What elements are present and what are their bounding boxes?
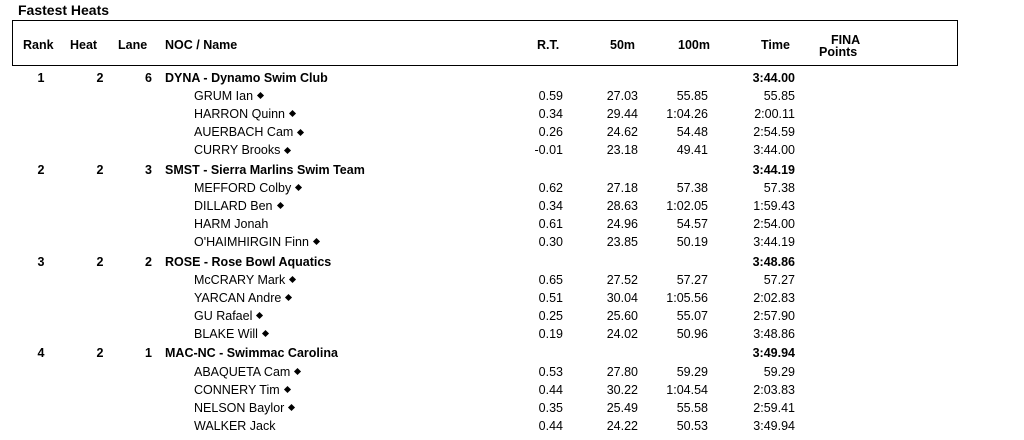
swimmer-name: DILLARD Ben: [194, 199, 273, 213]
swimmer-rt: 0.62: [538, 180, 563, 195]
swimmer-rt: 0.25: [538, 308, 563, 323]
swimmer-name: MEFFORD Colby: [194, 180, 292, 195]
swimmer-row: [0, 141, 1024, 159]
swimmer-row: [0, 87, 1024, 105]
swimmer-rt: 0.44: [538, 418, 563, 433]
swimmer-row: [0, 289, 1024, 307]
swimmer-name-cell: [194, 197, 283, 215]
swimmer-split-100m: 54.57: [676, 217, 708, 232]
swimmer-split-100m: 49.41: [676, 143, 708, 158]
swimmer-row: [0, 105, 1024, 123]
swimmer-split-50m: 24.62: [606, 125, 638, 140]
swimmer-time: 2:03.83: [753, 382, 795, 397]
header-rank: Rank: [23, 38, 54, 52]
team-time: 3:44.00: [752, 71, 795, 85]
swimmer-name: CONNERY Tim: [194, 382, 280, 397]
header-points: Points: [819, 45, 858, 59]
swimmer-split-50m: 24.22: [606, 418, 638, 433]
swimmer-row: [0, 417, 1024, 435]
swimmer-name-cell: [194, 215, 268, 233]
swimmer-rt: -0.01: [534, 143, 563, 158]
swimmer-split-50m: 23.18: [606, 143, 638, 158]
diamond-marker-icon: [294, 368, 301, 375]
swimmer-time: 2:00.11: [754, 107, 795, 122]
team-noc-name: MAC-NC - Swimmac Carolina: [165, 346, 338, 361]
team-row: [0, 69, 1024, 87]
swimmer-rt: 0.34: [538, 107, 563, 122]
swimmer-split-50m: 27.52: [606, 272, 638, 287]
swimmer-name-cell: [194, 307, 262, 325]
swimmer-name-cell: [194, 289, 291, 307]
swimmer-rt: 0.65: [538, 272, 563, 287]
header-noc-name: NOC / Name: [165, 38, 238, 52]
column-header-box: [12, 20, 958, 66]
swimmer-split-100m: 1:04.26: [666, 107, 708, 122]
swimmer-row: [0, 197, 1024, 215]
swimmer-name: GRUM Ian: [194, 89, 254, 104]
swimmer-row: [0, 307, 1024, 325]
swimmer-name-cell: [194, 417, 276, 435]
swimmer-split-100m: 1:04.54: [666, 382, 708, 397]
diamond-marker-icon: [276, 202, 283, 209]
header-100m: 100m: [678, 38, 710, 52]
swimmer-rt: 0.44: [538, 382, 563, 397]
swimmer-split-50m: 25.49: [606, 400, 638, 415]
swimmer-rt: 0.30: [538, 235, 563, 250]
header-heat: Heat: [70, 38, 98, 52]
team-time: 3:44.19: [752, 162, 795, 177]
diamond-marker-icon: [313, 238, 320, 245]
swimmer-split-50m: 30.22: [606, 382, 638, 397]
swimmer-split-100m: 50.96: [676, 327, 708, 341]
swimmer-name-cell: [194, 87, 263, 105]
swimmer-name-cell: [194, 233, 319, 251]
swimmer-name-cell: [194, 325, 268, 343]
swimmer-time: 2:59.41: [753, 400, 795, 415]
swimmer-rt: 0.59: [538, 89, 563, 104]
team-rank: 3: [37, 254, 45, 269]
diamond-marker-icon: [284, 147, 291, 154]
header-rt: R.T.: [537, 38, 560, 52]
header-lane: Lane: [118, 38, 148, 52]
swimmer-row: [0, 123, 1024, 141]
team-lane: 2: [145, 254, 152, 269]
swimmer-name: NELSON Baylor: [194, 400, 285, 415]
swimmer-name-cell: [194, 141, 290, 159]
swimmer-rt: 0.19: [538, 327, 563, 341]
swimmer-rt: 0.51: [538, 290, 563, 305]
swimmer-split-100m: 54.48: [676, 125, 708, 140]
swimmer-rt: 0.34: [538, 199, 563, 213]
swimmer-split-100m: 50.19: [676, 235, 708, 250]
swimmer-name: HARM Jonah: [194, 217, 269, 232]
swimmer-name: CURRY Brooks: [194, 143, 281, 158]
swimmer-name: YARCAN Andre: [194, 290, 282, 305]
swimmer-name-cell: [194, 271, 295, 289]
team-lane: 3: [145, 162, 152, 177]
team-heat: 2: [96, 346, 104, 361]
team-heat: 2: [96, 162, 104, 177]
swimmer-name-cell: [194, 105, 295, 123]
swimmer-name: WALKER Jack: [194, 418, 276, 433]
swimmer-name: HARRON Quinn: [194, 107, 285, 122]
team-rank: 2: [37, 162, 45, 177]
team-heat: 2: [96, 71, 104, 85]
swimmer-split-50m: 27.80: [606, 364, 638, 379]
team-lane: 6: [145, 71, 152, 85]
swimmer-name-cell: [194, 381, 290, 399]
swimmer-row: [0, 399, 1024, 417]
swimmer-row: [0, 179, 1024, 197]
swimmer-row: [0, 325, 1024, 343]
swimmer-time: 3:48.86: [753, 327, 795, 341]
swimmer-row: [0, 381, 1024, 399]
swimmer-name: AUERBACH Cam: [194, 125, 294, 140]
swimmer-time: 2:54.59: [753, 125, 795, 140]
swimmer-time: 3:44.00: [753, 143, 795, 158]
team-lane: 1: [145, 346, 152, 361]
swimmer-split-50m: 27.03: [606, 89, 638, 104]
swimmer-row: [0, 215, 1024, 233]
swimmer-name-cell: [194, 179, 301, 197]
swimmer-rt: 0.26: [538, 125, 563, 140]
swimmer-time: 1:59.43: [753, 199, 795, 213]
diamond-marker-icon: [289, 276, 296, 283]
swimmer-split-50m: 25.60: [606, 308, 638, 323]
swimmer-time: 3:49.94: [753, 418, 795, 433]
swimmer-split-100m: 50.53: [676, 418, 708, 433]
swimmer-name-cell: [194, 123, 303, 141]
diamond-marker-icon: [289, 110, 296, 117]
swimmer-rt: 0.61: [538, 217, 563, 232]
swimmer-split-50m: 23.85: [606, 235, 638, 250]
swimmer-time: 3:44.19: [753, 235, 795, 250]
swimmer-time: 59.29: [763, 364, 795, 379]
swimmer-name: BLAKE Will: [194, 327, 258, 341]
swimmer-name-cell: [194, 363, 300, 381]
swimmer-time: 2:54.00: [753, 217, 795, 232]
swimmer-split-100m: 1:02.05: [666, 199, 708, 213]
swimmer-split-50m: 24.02: [606, 327, 638, 341]
diamond-marker-icon: [288, 404, 295, 411]
team-row: [0, 253, 1024, 271]
swimmer-time: 2:02.83: [753, 290, 795, 305]
team-heat: 2: [96, 254, 104, 269]
team-time: 3:48.86: [752, 254, 795, 269]
swimmer-time: 2:57.90: [753, 308, 795, 323]
team-noc-name: ROSE - Rose Bowl Aquatics: [165, 254, 332, 269]
team-rank: 1: [37, 71, 45, 85]
swimmer-time: 55.85: [763, 89, 795, 104]
header-time: Time: [761, 38, 790, 52]
swimmer-split-50m: 29.44: [606, 107, 638, 122]
swimmer-name-cell: [194, 399, 294, 417]
diamond-marker-icon: [256, 312, 263, 319]
team-noc-name: DYNA - Dynamo Swim Club: [165, 71, 328, 85]
swimmer-split-100m: 57.27: [676, 272, 708, 287]
page-title: Fastest Heats: [18, 2, 110, 18]
swimmer-time: 57.27: [763, 272, 795, 287]
header-fina: FINA: [831, 33, 861, 47]
diamond-marker-icon: [297, 128, 304, 135]
diamond-marker-icon: [257, 92, 264, 99]
swimmer-split-50m: 24.96: [606, 217, 638, 232]
swimmer-split-100m: 1:05.56: [666, 290, 708, 305]
diamond-marker-icon: [262, 330, 269, 337]
team-time: 3:49.94: [752, 346, 795, 361]
swimmer-row: [0, 271, 1024, 289]
team-noc-name: SMST - Sierra Marlins Swim Team: [165, 162, 365, 177]
team-row: [0, 344, 1024, 362]
swimmer-row: [0, 233, 1024, 251]
swimmer-split-100m: 55.07: [676, 308, 708, 323]
swimmer-name: McCRARY Mark: [194, 272, 286, 287]
swimmer-split-100m: 57.38: [676, 180, 708, 195]
swimmer-split-50m: 30.04: [606, 290, 638, 305]
swimmer-row: [0, 363, 1024, 381]
diamond-marker-icon: [284, 386, 291, 393]
header-50m: 50m: [610, 38, 636, 52]
swimmer-time: 57.38: [763, 180, 795, 195]
swimmer-name: O'HAIMHIRGIN Finn: [194, 235, 309, 250]
team-rank: 4: [37, 346, 45, 361]
swimmer-name: GU Rafael: [194, 308, 253, 323]
swimmer-split-50m: 28.63: [606, 199, 638, 213]
swimmer-split-100m: 55.58: [676, 400, 708, 415]
team-row: [0, 161, 1024, 179]
diamond-marker-icon: [295, 184, 302, 191]
swimmer-rt: 0.35: [538, 400, 563, 415]
swimmer-split-50m: 27.18: [606, 180, 638, 195]
swimmer-name: ABAQUETA Cam: [194, 364, 291, 379]
swimmer-split-100m: 55.85: [676, 89, 708, 104]
swimmer-rt: 0.53: [538, 364, 563, 379]
diamond-marker-icon: [285, 294, 292, 301]
swimmer-split-100m: 59.29: [676, 364, 708, 379]
